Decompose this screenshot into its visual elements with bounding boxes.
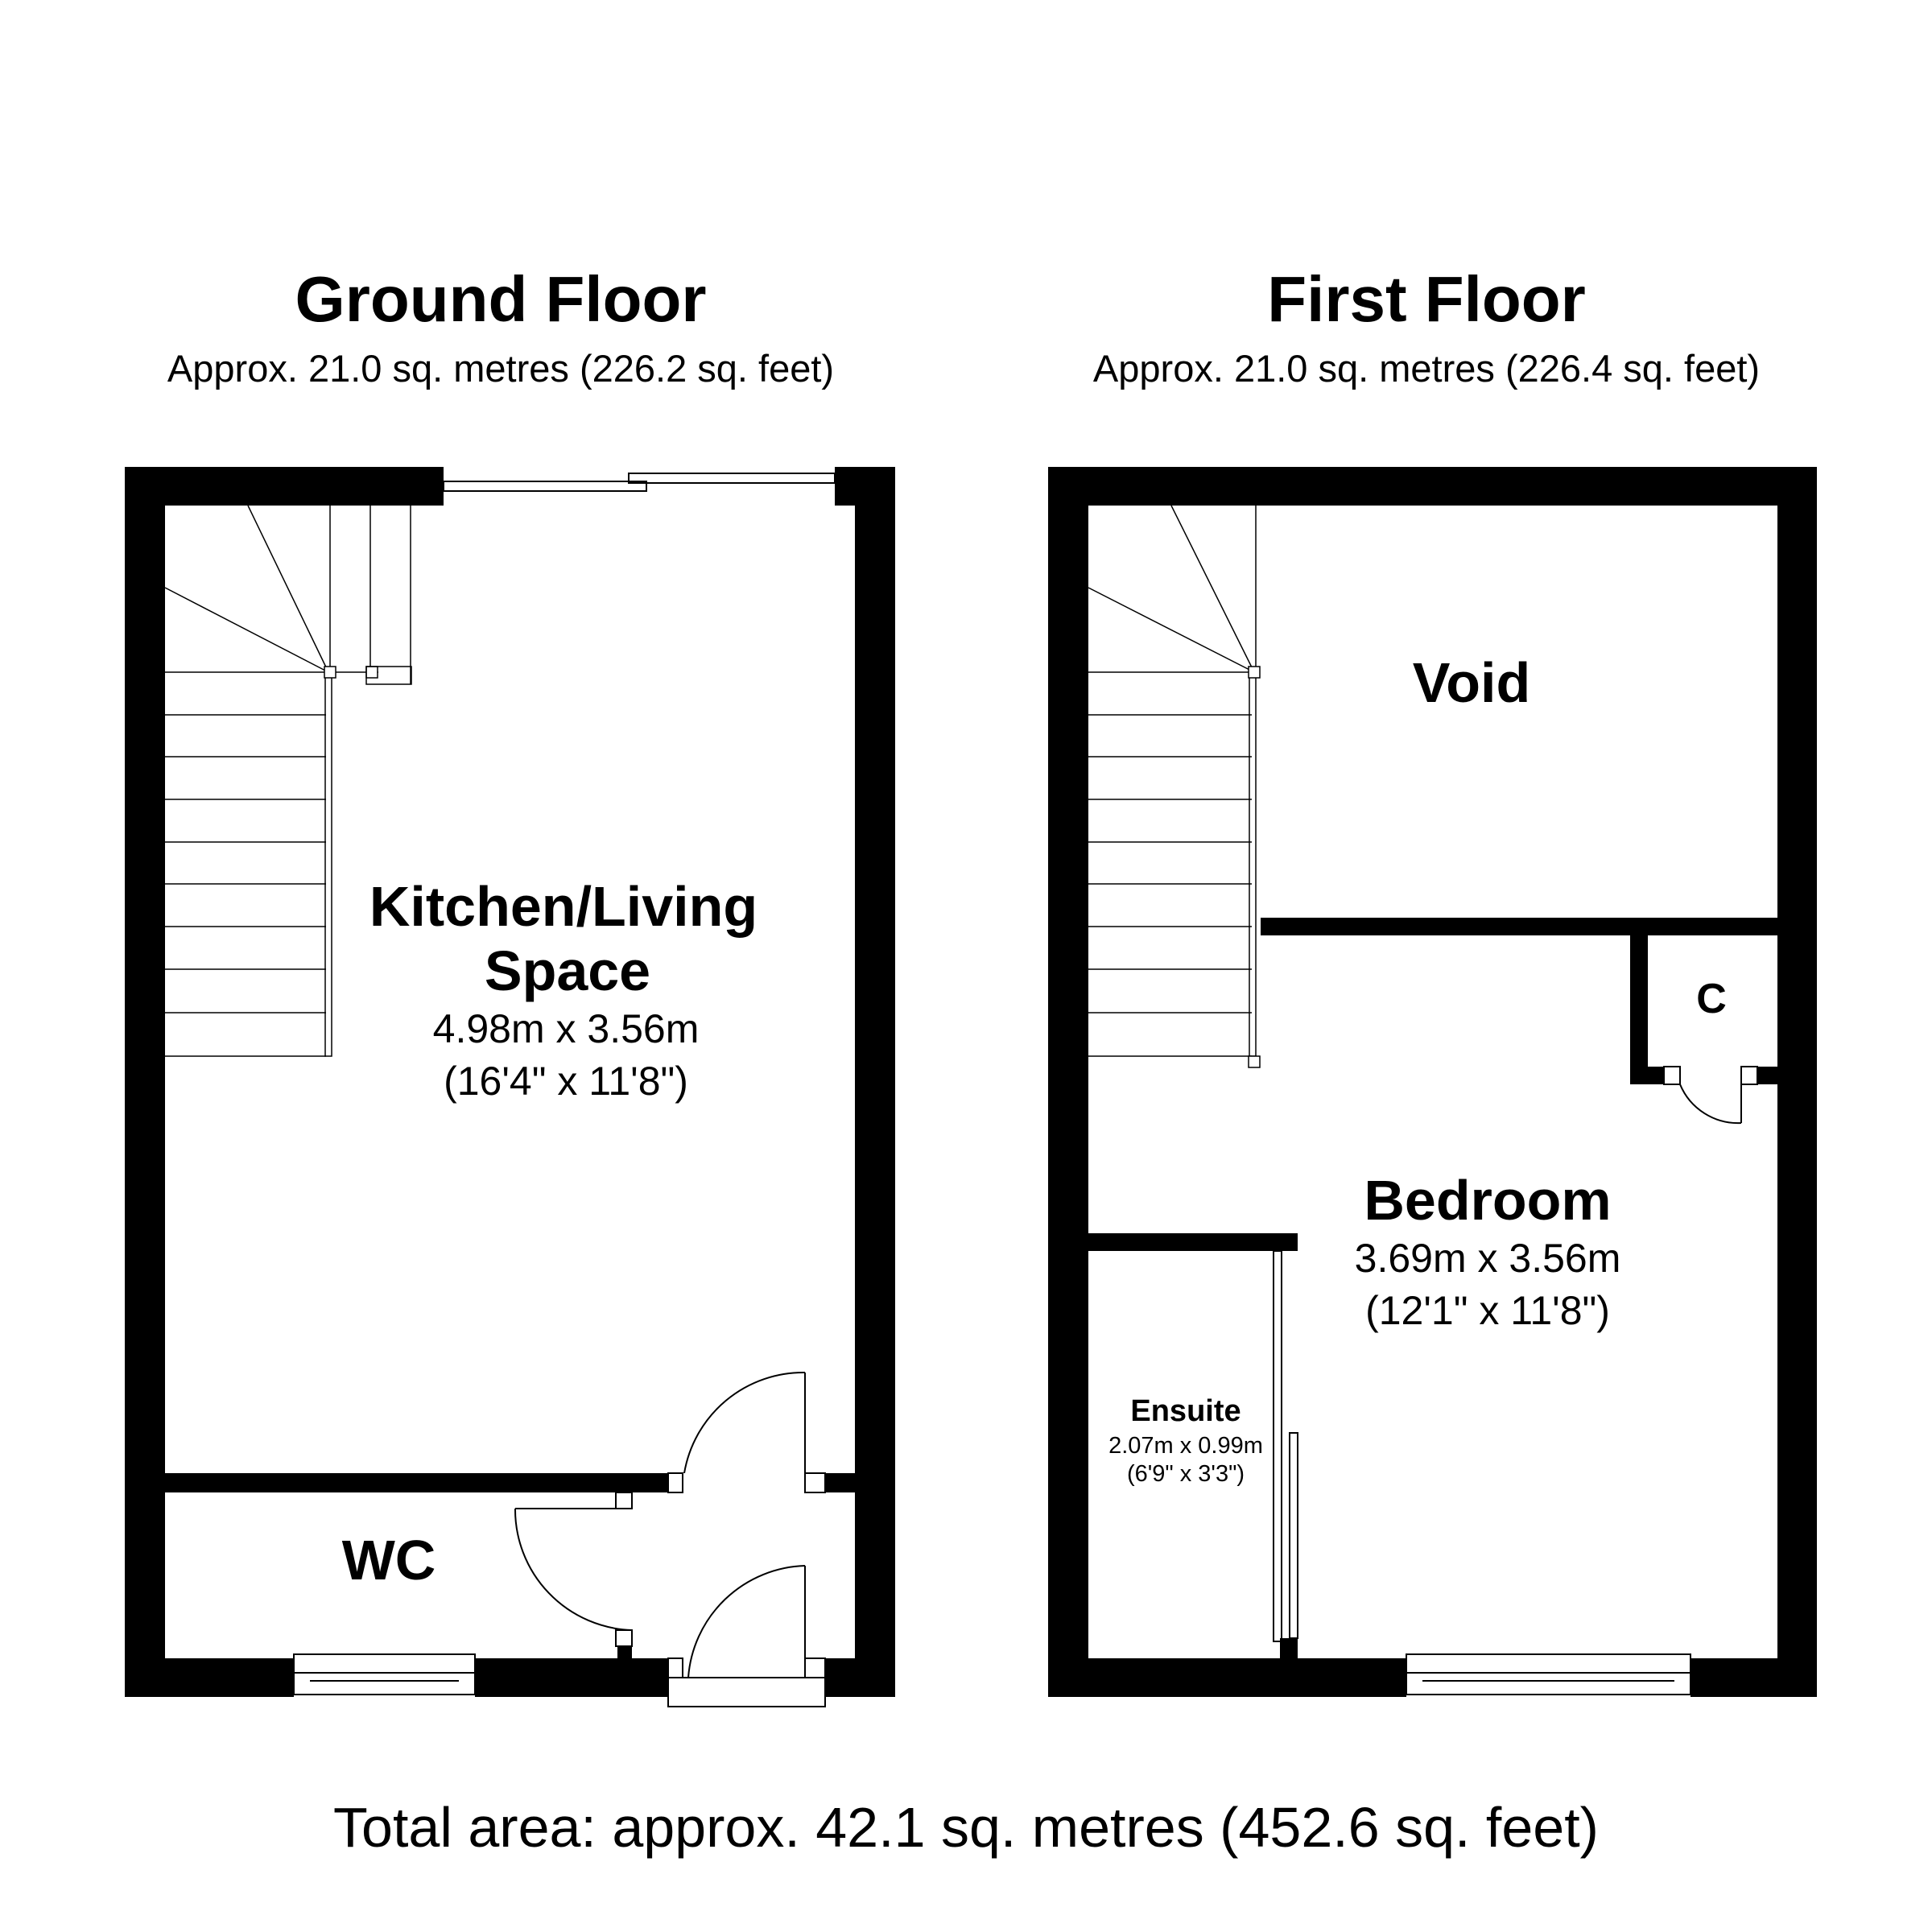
first-staircase: [1088, 506, 1260, 1067]
ground-floor-title: Ground Floor: [295, 263, 707, 335]
ground-staircase: [165, 506, 411, 1056]
kitchen-dimensions-imperial: (16'4" x 11'8"): [444, 1059, 688, 1104]
first-floor-area: Approx. 21.0 sq. metres (226.4 sq. feet): [1092, 347, 1761, 390]
wc-window: [294, 1654, 475, 1695]
kitchen-dimensions-metric: 4.98m x 3.56m: [432, 1006, 700, 1051]
cupboard-door: [1664, 1067, 1757, 1123]
bedroom-dimensions-metric: 3.69m x 3.56m: [1354, 1236, 1621, 1281]
ground-door-frames: [616, 1473, 825, 1678]
ground-sliding-door: [444, 473, 835, 491]
ground-doors: [515, 1373, 825, 1707]
first-floor-plan: [1048, 467, 1817, 1697]
first-floor-title: First Floor: [1267, 263, 1586, 335]
ground-floor-plan: [125, 467, 895, 1707]
cupboard-label: C: [1696, 976, 1727, 1022]
kitchen-label: Kitchen/Living: [369, 875, 758, 938]
bedroom-window: [1406, 1654, 1690, 1695]
kitchen-label-line2: Space: [484, 939, 651, 1002]
ensuite-dimensions-metric: 2.07m x 0.99m: [1108, 1433, 1263, 1459]
ensuite-dimensions-imperial: (6'9" x 3'3"): [1126, 1461, 1245, 1487]
void-label: Void: [1412, 651, 1531, 714]
ensuite-sliding-door: [1274, 1251, 1298, 1641]
ground-floor-area: Approx. 21.0 sq. metres (226.2 sq. feet): [167, 347, 835, 390]
ensuite-label: Ensuite: [1130, 1394, 1241, 1428]
total-area: Total area: approx. 42.1 sq. metres (452.6 sq. feet): [333, 1796, 1599, 1859]
bedroom-label: Bedroom: [1364, 1169, 1612, 1232]
bedroom-dimensions-imperial: (12'1" x 11'8"): [1365, 1288, 1610, 1333]
wc-label: WC: [341, 1529, 436, 1591]
